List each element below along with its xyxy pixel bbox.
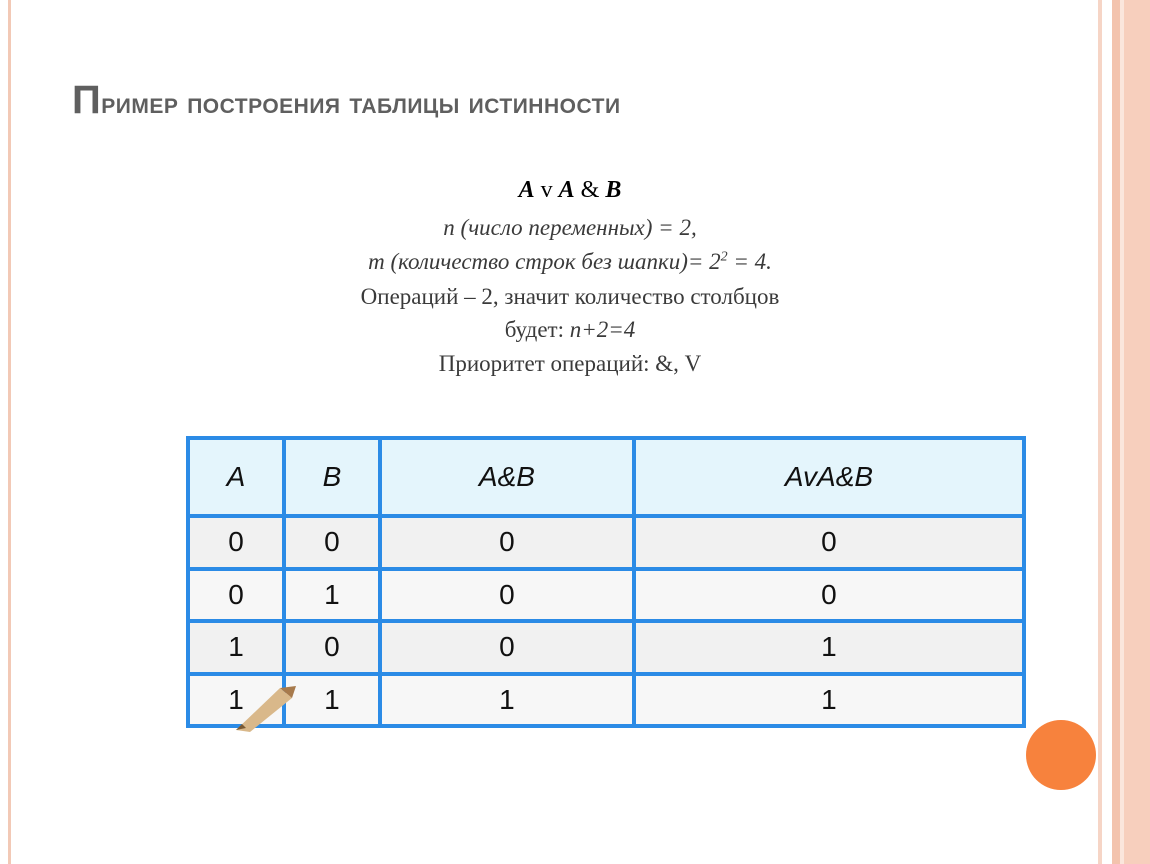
table-cell: 1 bbox=[634, 674, 1024, 727]
columns-count-prefix: будет: bbox=[504, 317, 570, 342]
right-decor-stripes bbox=[1098, 0, 1150, 864]
table-cell: 0 bbox=[188, 569, 284, 622]
left-frame-line bbox=[8, 0, 11, 864]
slide-title-rest: ример построения таблицы истинности bbox=[101, 87, 621, 120]
priority-line: Приоритет операций: &, V bbox=[438, 351, 702, 376]
formula-var-a2: A bbox=[558, 177, 575, 203]
table-row bbox=[188, 674, 1024, 727]
header-a: A bbox=[188, 438, 284, 516]
table-row bbox=[188, 516, 1024, 569]
header-a-or-a-and-b: AvA&B bbox=[634, 438, 1024, 516]
table-cell: 1 bbox=[284, 674, 380, 727]
columns-count-line bbox=[180, 317, 960, 343]
formula-and-op: & bbox=[580, 177, 600, 203]
table-header-row bbox=[188, 438, 1024, 516]
table-cell: 0 bbox=[380, 516, 634, 569]
table-cell: 1 bbox=[380, 674, 634, 727]
table-cell: 1 bbox=[284, 569, 380, 622]
operations-line: Операций – 2, значит количество столбцов bbox=[360, 284, 780, 309]
header-b: B bbox=[284, 438, 380, 516]
table-cell: 1 bbox=[188, 621, 284, 674]
table-row bbox=[188, 621, 1024, 674]
header-a-and-b: A&B bbox=[380, 438, 634, 516]
truth-table bbox=[186, 436, 1026, 728]
table-cell: 0 bbox=[634, 569, 1024, 622]
table-cell: 1 bbox=[188, 674, 284, 727]
pencil-pointer-icon bbox=[236, 684, 296, 732]
rows-count-exponent: 2 bbox=[720, 249, 728, 265]
table-cell: 0 bbox=[284, 621, 380, 674]
formula-var-a1: A bbox=[518, 177, 535, 203]
orange-accent-dot bbox=[1026, 720, 1096, 790]
table-row bbox=[188, 569, 1024, 622]
rows-count-line bbox=[180, 249, 960, 275]
rows-count-suffix: = 4. bbox=[727, 249, 772, 274]
table-cell: 0 bbox=[380, 569, 634, 622]
columns-count-expression: n+2=4 bbox=[569, 317, 636, 342]
slide-title-first-letter: П bbox=[72, 78, 102, 122]
table-cell: 0 bbox=[634, 516, 1024, 569]
logic-formula bbox=[180, 177, 960, 204]
formula-var-b: B bbox=[605, 177, 622, 203]
table-cell: 0 bbox=[188, 516, 284, 569]
formula-or-op: v bbox=[540, 177, 553, 203]
table-cell: 0 bbox=[284, 516, 380, 569]
variables-count-line: n (число переменных) = 2, bbox=[443, 215, 697, 240]
rows-count-prefix: m (количество строк без шапки)= 2 bbox=[368, 249, 721, 274]
slide-title bbox=[72, 78, 621, 123]
table-cell: 0 bbox=[380, 621, 634, 674]
table-cell: 1 bbox=[634, 621, 1024, 674]
